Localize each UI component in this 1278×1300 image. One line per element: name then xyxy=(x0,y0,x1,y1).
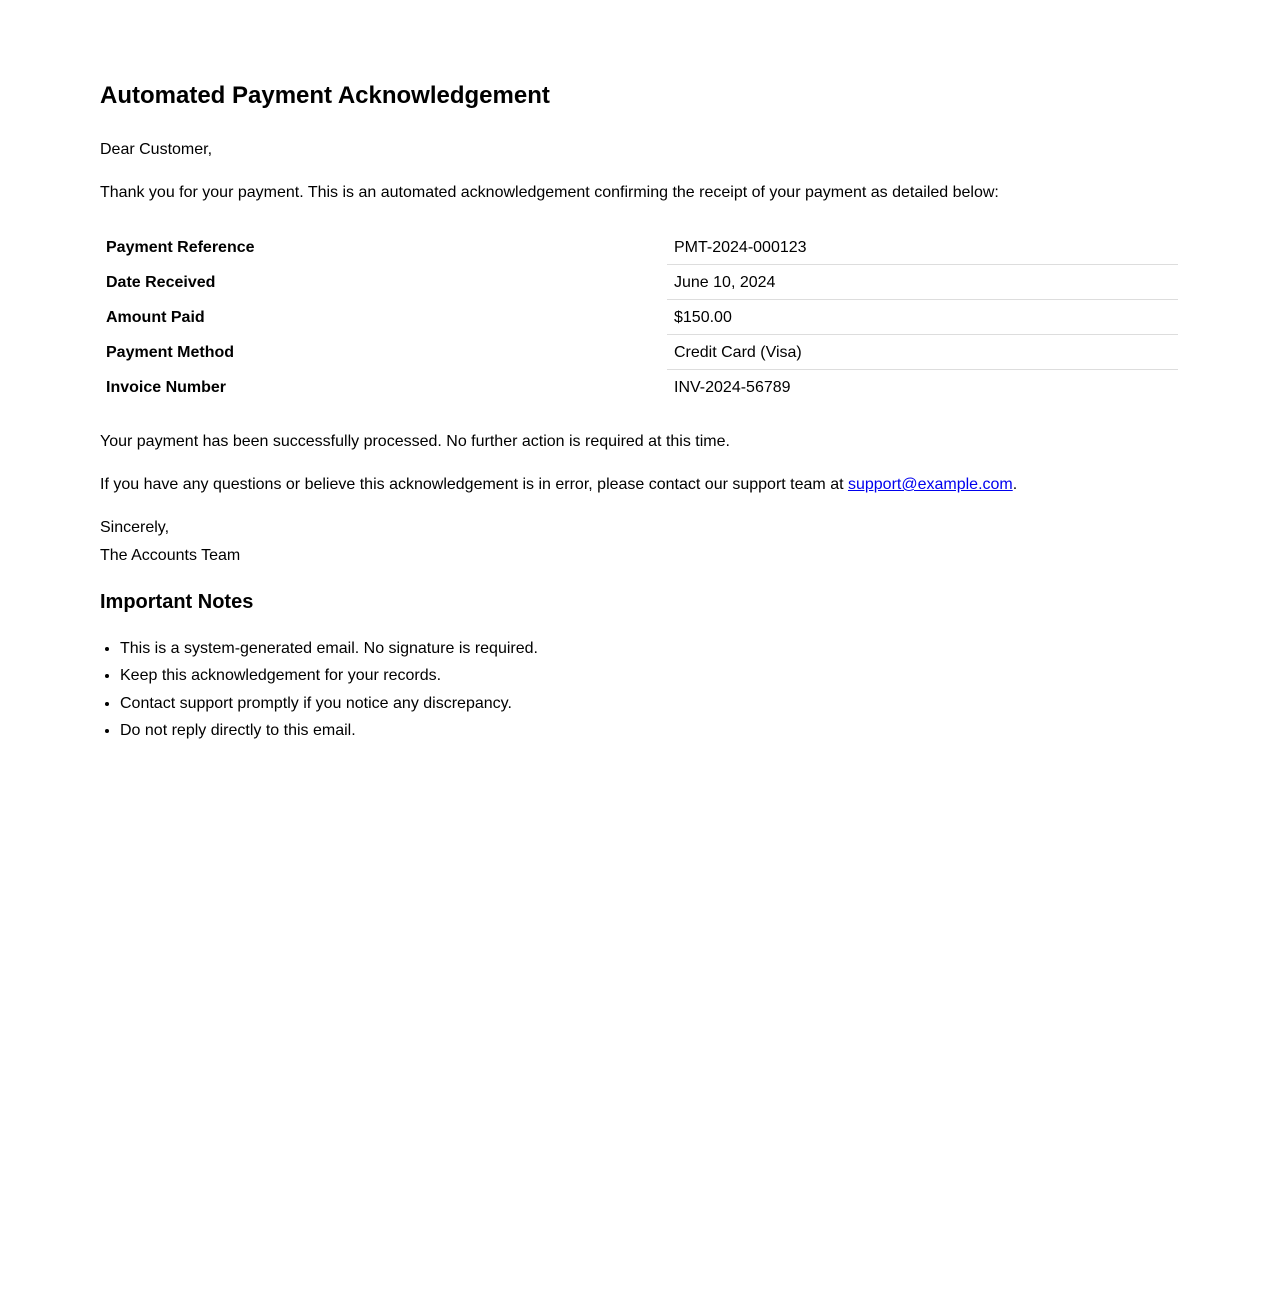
row-value: PMT-2024-000123 xyxy=(674,239,807,256)
row-value: INV-2024-56789 xyxy=(674,379,791,396)
list-item: • Keep this acknowledgement for your records. xyxy=(120,666,538,693)
table-row xyxy=(100,230,1178,265)
row-label: Payment Reference xyxy=(106,239,255,256)
page-title: Automated Payment Acknowledgement xyxy=(100,82,550,109)
support-email-link[interactable]: support@example.com xyxy=(847,476,1013,493)
notes-list xyxy=(100,639,538,748)
row-label: Amount Paid xyxy=(106,309,205,326)
contact-paragraph xyxy=(100,475,1017,495)
signoff: The Accounts Team xyxy=(100,547,241,564)
intro-paragraph: Thank you for your payment. This is an automated acknowledgement confirming the receipt of your payment as detailed below: xyxy=(100,184,999,201)
notes-heading: Important Notes xyxy=(100,591,254,613)
contact-text: If you have any questions or believe this acknowledgement is in error, please contact our support team at xyxy=(100,476,848,493)
row-value: Credit Card (Visa) xyxy=(674,344,802,361)
processed-paragraph: Your payment has been successfully processed. No further action is required at this time. xyxy=(100,433,730,450)
row-label: Date Received xyxy=(106,274,216,291)
contact-trailing: . xyxy=(1012,476,1018,493)
list-item: • Contact support promptly if you notice any discrepancy. xyxy=(120,694,538,721)
closing: Sincerely, xyxy=(100,519,170,536)
table-row xyxy=(100,300,1178,335)
list-item: • This is a system-generated email. No signature is required. xyxy=(120,639,538,666)
greeting: Dear Customer, xyxy=(100,141,213,158)
table-row xyxy=(100,265,1178,300)
row-value: $150.00 xyxy=(674,309,732,326)
list-item: • Do not reply directly to this email. xyxy=(120,721,538,748)
table-row xyxy=(100,335,1178,370)
row-label: Payment Method xyxy=(106,344,235,361)
row-label: Invoice Number xyxy=(106,379,227,396)
table-row xyxy=(100,370,1178,405)
payment-details-table xyxy=(100,230,1178,405)
row-value: June 10, 2024 xyxy=(674,274,776,291)
